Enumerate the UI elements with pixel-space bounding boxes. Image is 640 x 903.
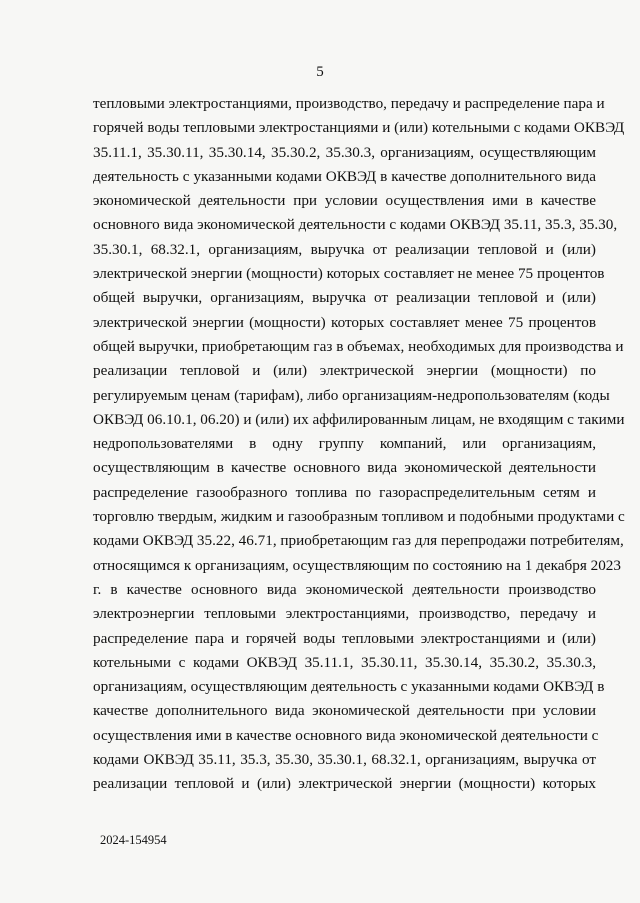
text-line: котельными с кодами ОКВЭД 35.11.1, 35.30.11, 35.30.14, 35.30.2, 35.30.3, bbox=[93, 653, 596, 671]
text-line: г. в качестве основного вида экономической деятельности производство bbox=[93, 580, 596, 598]
text-line: основного вида экономической деятельности с кодами ОКВЭД 35.11, 35.3, 35.30, bbox=[93, 216, 618, 234]
text-line: осуществления ими в качестве основного вида экономической деятельности с bbox=[93, 726, 599, 744]
text-line: кодами ОКВЭД 35.22, 46.71, приобретающим газ для перепродажи потребителям, bbox=[93, 532, 624, 550]
text-line: регулируемым ценам (тарифам), либо организациям-недропользователям (коды bbox=[93, 386, 610, 404]
text-line: общей выручки, приобретающим газ в объемах, необходимых для производства и bbox=[93, 337, 624, 355]
text-line: качестве дополнительного вида экономической деятельности при условии bbox=[93, 702, 596, 720]
text-line: кодами ОКВЭД 35.11, 35.3, 35.30, 35.30.1, 68.32.1, организациям, выручка от bbox=[93, 751, 596, 769]
text-line: общей выручки, организациям, выручка от реализации тепловой и (или) bbox=[93, 289, 596, 307]
page-number: 5 bbox=[316, 64, 324, 80]
text-line: торговлю твердым, жидким и газообразным топливом и подобными продуктами с bbox=[93, 508, 625, 526]
text-line: ОКВЭД 06.10.1, 06.20) и (или) их аффилированным лицам, не входящим с такими bbox=[93, 410, 625, 428]
text-line: распределение пара и горячей воды тепловыми электростанциями и (или) bbox=[93, 629, 596, 647]
text-line: 35.11.1, 35.30.11, 35.30.14, 35.30.2, 35.30.3, организациям, осуществляющим bbox=[93, 143, 596, 161]
text-line: электроэнергии тепловыми электростанциями, производство, передачу и bbox=[93, 605, 596, 623]
body-text bbox=[93, 92, 625, 797]
text-line: организациям, осуществляющим деятельность с указанными кодами ОКВЭД в bbox=[93, 678, 605, 696]
text-line: экономической деятельности при условии осуществления ими в качестве bbox=[93, 192, 596, 210]
text-line: электрической энергии (мощности) которых составляет менее 75 процентов bbox=[93, 313, 596, 331]
text-line: относящимся к организациям, осуществляющим по состоянию на 1 декабря 2023 bbox=[93, 556, 621, 574]
text-line: электрической энергии (мощности) которых составляет не менее 75 процентов bbox=[93, 265, 605, 283]
text-line: осуществляющим в качестве основного вида экономической деятельности bbox=[93, 459, 596, 477]
text-line: 35.30.1, 68.32.1, организациям, выручка от реализации тепловой и (или) bbox=[93, 240, 596, 258]
document-code: 2024-154954 bbox=[100, 833, 167, 847]
text-line: тепловыми электростанциями, производство, передачу и распределение пара и bbox=[93, 95, 605, 112]
text-line: горячей воды тепловыми электростанциями и (или) котельными с кодами ОКВЭД bbox=[93, 119, 625, 137]
text-line: недропользователями в одну группу компаний, или организациям, bbox=[93, 435, 596, 453]
text-line: реализации тепловой и (или) электрической энергии (мощности) по bbox=[93, 362, 596, 380]
text-line: распределение газообразного топлива по газораспределительным сетям и bbox=[93, 483, 596, 501]
text-line: деятельность с указанными кодами ОКВЭД в качестве дополнительного вида bbox=[93, 167, 596, 185]
text-line: реализации тепловой и (или) электрической энергии (мощности) которых bbox=[93, 775, 596, 793]
